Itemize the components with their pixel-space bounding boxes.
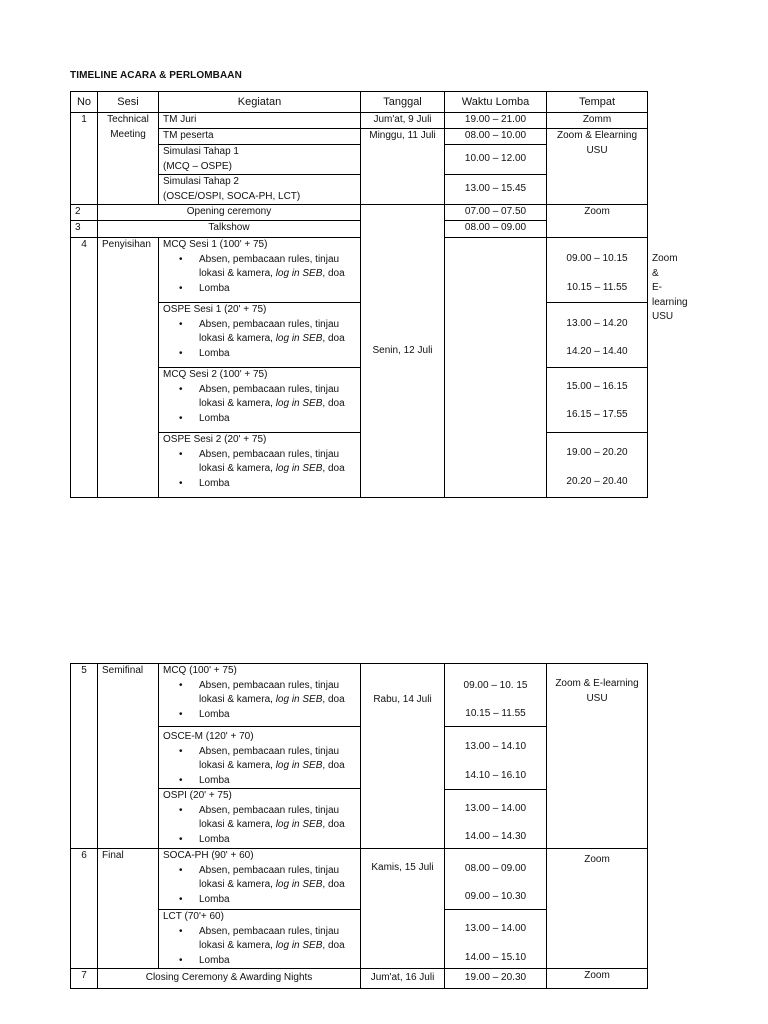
- row-kegiatan: [159, 238, 361, 498]
- row-no: 1: [71, 113, 98, 205]
- row-sesi: Final: [98, 849, 159, 969]
- bullet-item: • Lomba: [199, 477, 356, 492]
- time-start: 13.00 – 14.10: [464, 741, 527, 752]
- time-end: 20.20 – 20.40: [566, 476, 628, 487]
- row-no: 7: [71, 969, 98, 989]
- timeline-table-part-1: [70, 91, 688, 498]
- session-bullets: [163, 318, 356, 362]
- row-tanggal: Rabu, 14 Juli: [361, 664, 445, 849]
- row-kegiatan: Opening ceremony: [98, 205, 361, 221]
- row-waktu: 19.00 – 20.30: [445, 969, 547, 989]
- session-title: OSCE-M (120' + 70): [163, 731, 254, 742]
- session-block: [159, 910, 360, 968]
- session-block: [159, 664, 360, 727]
- row-kegiatan: [159, 664, 361, 849]
- bullet-item: • Lomba: [199, 708, 356, 723]
- row-kegiatan: TM Juri: [159, 113, 361, 129]
- document-title: TIMELINE ACARA & PERLOMBAAN: [70, 70, 242, 81]
- session-bullets: [163, 679, 356, 723]
- session-bullets: [163, 383, 356, 427]
- row-tempat: Zoom: [547, 969, 648, 989]
- row-no: 2: [71, 205, 98, 221]
- header-kegiatan: Kegiatan: [159, 92, 361, 113]
- table-row: [71, 664, 648, 849]
- row-waktu: 08.00 – 10.00: [445, 129, 547, 145]
- header-no: No: [71, 92, 98, 113]
- session-title: MCQ Sesi 2 (100' + 75): [163, 369, 268, 380]
- row-tempat: Zoom & Elearning USU: [547, 129, 648, 205]
- header-tempat: Tempat: [547, 92, 648, 113]
- row-waktu: 19.00 – 21.00: [445, 113, 547, 129]
- session-block: [159, 849, 360, 910]
- time-start: 15.00 – 16.15: [566, 381, 628, 392]
- session-bullets: [163, 864, 356, 908]
- session-bullets: [163, 448, 356, 492]
- table-row: [71, 113, 648, 129]
- session-block: [159, 727, 360, 789]
- session-block: [159, 238, 360, 303]
- time-block: [547, 238, 647, 303]
- time-block: [445, 849, 546, 910]
- row-waktu: 10.00 – 12.00: [445, 145, 547, 175]
- row-sesi: Penyisihan: [98, 238, 159, 498]
- time-end: 14.00 – 14.30: [464, 831, 527, 842]
- time-start: 09.00 – 10. 15: [463, 680, 528, 691]
- row-tanggal: Senin, 12 Juli: [361, 205, 445, 498]
- time-end: 14.10 – 16.10: [464, 770, 527, 781]
- row-sesi: Semifinal: [98, 664, 159, 849]
- time-start: 13.00 – 14.00: [464, 803, 527, 814]
- kegiatan-line: (MCQ – OSPE): [163, 160, 232, 172]
- row-tanggal: Minggu, 11 Juli: [361, 129, 445, 205]
- time-block: [445, 664, 546, 727]
- time-end: 14.20 – 14.40: [566, 346, 628, 357]
- time-start: 13.00 – 14.00: [464, 923, 527, 934]
- bullet-item: • Absen, pembacaan rules, tinjau lokasi & kamera, log in SEB, doa: [199, 925, 356, 954]
- row-tanggal: Jum'at, 16 Juli: [361, 969, 445, 989]
- session-bullets: [163, 925, 356, 969]
- row-waktu: 08.00 – 09.00: [445, 221, 547, 238]
- table-row: 4 Penyisihan MCQ Sesi 1 (100' + 75) • Absen, pembacaan rules, tinjau lokasi & kamera, log in SEB, doa • Lomba OSPE Sesi 1 (20' + 75) • Absen, pembacaan rules, tinjau lokasi & kamera, log in SEB, doa • Lomba MCQ Sesi 2 (100' + 75) • Absen, pembacaan rules, tinjau lokasi & kamera, log in SEB, doa • Lomba OSPE Sesi 2 (20' + 75) • Absen, pembacaan rules, tinjau lokasi & kamera, log in SEB, doa • Lomba 09.00 – 10.15 10.15 – 11.55 13.00 – 14.20 14.20 – 14.40 15.00 – 16.15 16.15 – 17.55 19.00 – 20.20 20.20 – 20.40 Zoom & E-learning USU: [71, 238, 648, 498]
- time-block: [445, 790, 546, 848]
- row-tanggal: [445, 238, 547, 498]
- bullet-item: • Lomba: [199, 833, 356, 848]
- session-title: LCT (70'+ 60): [163, 911, 224, 922]
- timeline-table-part-2: [70, 663, 648, 989]
- bullet-item: • Absen, pembacaan rules, tinjau lokasi & kamera, log in SEB, doa: [199, 318, 356, 347]
- session-title: OSPE Sesi 2 (20' + 75): [163, 434, 267, 445]
- row-kegiatan: Closing Ceremony & Awarding Nights: [98, 969, 361, 989]
- time-end: 10.15 – 11.55: [465, 708, 526, 719]
- row-kegiatan: [159, 145, 361, 175]
- bullet-item: • Lomba: [199, 893, 356, 908]
- bullet-item: • Absen, pembacaan rules, tinjau lokasi & kamera, log in SEB, doa: [199, 383, 356, 412]
- session-block: [159, 433, 360, 497]
- row-waktu: [547, 238, 648, 498]
- header-waktu: Waktu Lomba: [445, 92, 547, 113]
- row-tempat: Zoom: [547, 849, 648, 969]
- session-title: SOCA-PH (90' + 60): [163, 850, 254, 861]
- kegiatan-line: Simulasi Tahap 2: [163, 176, 239, 187]
- bullet-item: • Lomba: [199, 347, 356, 362]
- header-sesi: Sesi: [98, 92, 159, 113]
- session-block: [159, 368, 360, 433]
- row-kegiatan: [159, 175, 361, 205]
- row-no: 6: [71, 849, 98, 969]
- bullet-item: • Absen, pembacaan rules, tinjau lokasi & kamera, log in SEB, doa: [199, 448, 356, 477]
- row-waktu: 13.00 – 15.45: [445, 175, 547, 205]
- session-title: OSPE Sesi 1 (20' + 75): [163, 304, 267, 315]
- bullet-item: • Absen, pembacaan rules, tinjau lokasi & kamera, log in SEB, doa: [199, 745, 356, 774]
- row-waktu: [445, 664, 547, 849]
- row-sesi: Technical Meeting: [98, 113, 159, 205]
- session-title: MCQ Sesi 1 (100' + 75): [163, 239, 268, 250]
- bullet-item: • Lomba: [199, 412, 356, 427]
- table-row: [71, 969, 648, 989]
- header-tanggal: Tanggal: [361, 92, 445, 113]
- time-block: [547, 303, 647, 368]
- session-title: OSPI (20' + 75): [163, 790, 232, 801]
- row-kegiatan: TM peserta: [159, 129, 361, 145]
- time-start: 13.00 – 14.20: [566, 318, 628, 329]
- row-tempat: Zomm: [547, 113, 648, 129]
- time-block: [445, 727, 546, 790]
- row-tanggal: Jum'at, 9 Juli: [361, 113, 445, 129]
- time-start: 08.00 – 09.00: [464, 863, 527, 874]
- bullet-item: • Lomba: [199, 774, 356, 789]
- session-title: MCQ (100' + 75): [163, 665, 237, 676]
- bullet-item: • Absen, pembacaan rules, tinjau lokasi & kamera, log in SEB, doa: [199, 804, 356, 833]
- time-start: 09.00 – 10.15: [566, 253, 628, 264]
- row-kegiatan: Talkshow: [98, 221, 361, 238]
- session-block: [159, 789, 360, 847]
- time-block: [547, 433, 647, 497]
- time-end: 16.15 – 17.55: [566, 409, 628, 420]
- session-block: [159, 303, 360, 368]
- table-row: [71, 849, 648, 969]
- bullet-item: • Absen, pembacaan rules, tinjau lokasi & kamera, log in SEB, doa: [199, 864, 356, 893]
- row-tanggal: Kamis, 15 Juli: [361, 849, 445, 969]
- bullet-item: • Lomba: [199, 282, 356, 297]
- table-row: [71, 205, 648, 221]
- row-no: 3: [71, 221, 98, 238]
- row-no: 4: [71, 238, 98, 498]
- time-block: [445, 910, 546, 968]
- time-start: 19.00 – 20.20: [566, 447, 628, 458]
- session-bullets: [163, 745, 356, 789]
- row-waktu: 07.00 – 07.50: [445, 205, 547, 221]
- time-end: 09.00 – 10.30: [464, 891, 527, 902]
- bullet-item: • Absen, pembacaan rules, tinjau lokasi & kamera, log in SEB, doa: [199, 679, 356, 708]
- time-end: 10.15 – 11.55: [566, 282, 628, 293]
- row-tempat: Zoom & E-learning USU: [547, 664, 648, 849]
- row-no: 5: [71, 664, 98, 849]
- kegiatan-line: Simulasi Tahap 1: [163, 146, 239, 157]
- session-bullets: [163, 804, 356, 848]
- time-block: [547, 368, 647, 433]
- kegiatan-line: (OSCE/OSPI, SOCA-PH, LCT): [163, 190, 301, 202]
- row-tempat: Zoom: [547, 205, 648, 238]
- time-end: 14.00 – 15.10: [464, 952, 527, 963]
- table-header-row: [71, 92, 648, 113]
- bullet-item: • Absen, pembacaan rules, tinjau lokasi & kamera, log in SEB, doa: [199, 253, 356, 282]
- bullet-item: • Lomba: [199, 954, 356, 969]
- row-kegiatan: [159, 849, 361, 969]
- session-bullets: [163, 253, 356, 297]
- row-waktu: [445, 849, 547, 969]
